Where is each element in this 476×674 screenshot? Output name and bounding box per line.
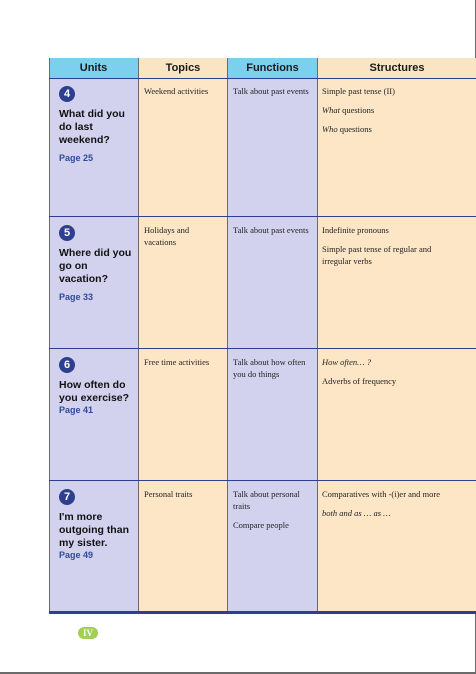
- structure-item: Indefinite pronouns: [322, 225, 389, 235]
- topic-item: Personal traits: [144, 489, 193, 499]
- unit-6-functions: [233, 356, 307, 380]
- column-divider: [227, 58, 228, 612]
- unit-page-link[interactable]: Page 33: [59, 292, 94, 302]
- unit-7-structures: [322, 488, 472, 519]
- column-topics: [139, 78, 227, 612]
- topic-item: Free time activities: [144, 357, 210, 367]
- column-structures: [318, 78, 476, 612]
- function-item: Talk about past events: [233, 225, 309, 235]
- unit-4-functions: [233, 85, 315, 97]
- page-number-badge: IV: [78, 627, 98, 639]
- unit-7-functions: [233, 488, 313, 531]
- column-divider: [138, 58, 139, 612]
- unit-7-topics: [144, 488, 224, 500]
- contents-table: [49, 58, 476, 614]
- structure-item: Simple past tense (II): [322, 86, 395, 96]
- unit-number-badge: 5: [59, 225, 75, 241]
- structure-item: both and as … as …: [322, 508, 391, 518]
- unit-6-topics: [144, 356, 224, 368]
- unit-5-functions: [233, 224, 315, 236]
- structure-item: Simple past tense of regular and irregular verbs: [322, 244, 432, 266]
- unit-6: [59, 357, 135, 415]
- structure-item: How often… ?: [322, 357, 372, 367]
- function-item: Talk about past events: [233, 86, 309, 96]
- unit-5-topics: [144, 224, 210, 248]
- unit-number-badge: 4: [59, 86, 75, 102]
- unit-page-link[interactable]: Page 49: [59, 550, 94, 560]
- function-item: Talk about how often you do things: [233, 357, 306, 379]
- column-divider: [317, 58, 318, 612]
- unit-4: [59, 86, 135, 163]
- header-topics: Topics: [139, 58, 227, 78]
- row-divider: [49, 216, 476, 217]
- unit-5: [59, 225, 135, 302]
- topic-item: Holidays and vacations: [144, 225, 190, 247]
- structure-item: Adverbs of frequency: [322, 376, 397, 386]
- unit-6-structures: [322, 356, 472, 387]
- table-bottom-rule: [49, 611, 476, 614]
- unit-number-badge: 7: [59, 489, 75, 505]
- column-divider: [49, 58, 50, 612]
- column-functions: [228, 78, 317, 612]
- structure-item: What questions: [322, 105, 375, 115]
- unit-number-badge: 6: [59, 357, 75, 373]
- header-structures: Structures: [318, 58, 476, 78]
- row-divider: [49, 78, 476, 79]
- topic-item: Weekend activities: [144, 86, 209, 96]
- unit-5-structures: [322, 224, 446, 267]
- header-units: Units: [49, 58, 138, 78]
- unit-4-topics: [144, 85, 224, 97]
- unit-title: What did you do last weekend?: [59, 108, 125, 146]
- function-item: Talk about personal traits: [233, 489, 300, 511]
- structure-item: Comparatives with -(i)er and more: [322, 489, 441, 499]
- unit-title: Where did you go on vacation?: [59, 247, 132, 285]
- function-item: Compare people: [233, 520, 289, 530]
- unit-page-link[interactable]: Page 25: [59, 153, 94, 163]
- unit-page-link[interactable]: Page 41: [59, 405, 94, 415]
- row-divider: [49, 480, 476, 481]
- unit-7: [59, 489, 135, 560]
- unit-title: How often do you exercise?: [59, 379, 130, 404]
- row-divider: [49, 348, 476, 349]
- header-functions: Functions: [228, 58, 317, 78]
- table-header: [49, 58, 476, 78]
- unit-title: I'm more outgoing than my sister.: [59, 511, 129, 549]
- unit-4-structures: [322, 85, 472, 135]
- structure-item: Who questions: [322, 124, 372, 134]
